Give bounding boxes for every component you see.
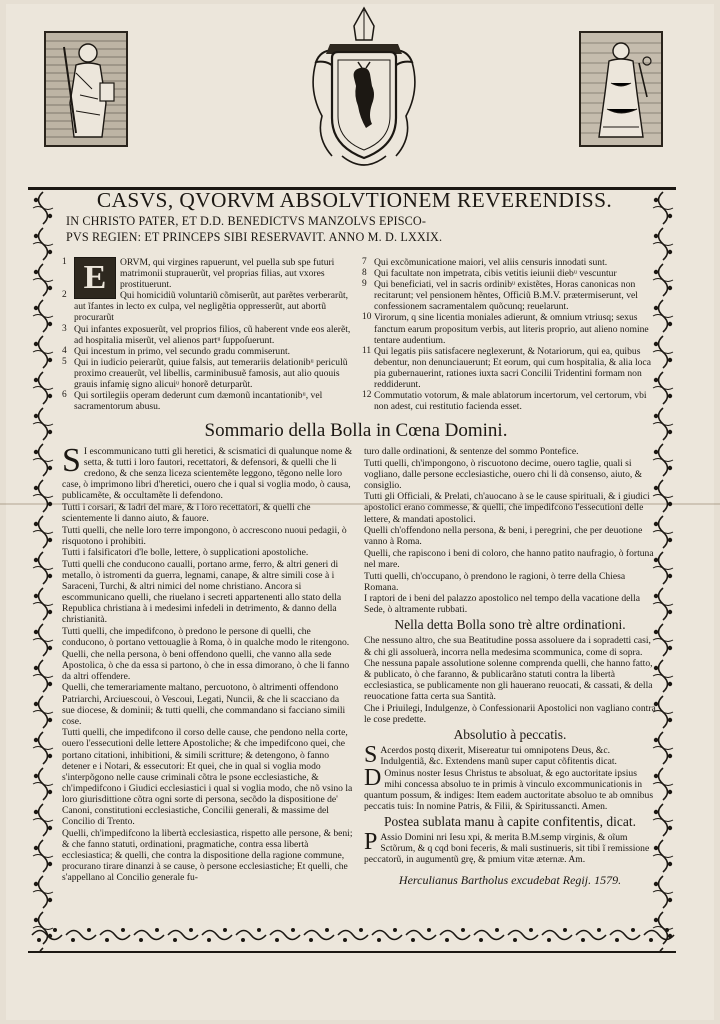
canon-item (362, 257, 654, 268)
canon-text: ORVM, qui virgines rapuerunt, vel puella sub spe futuri matrimonii stuprauerũt, vel proprias filias, aut vxores prostituerunt. (120, 257, 335, 291)
canon-number: 4 (62, 345, 67, 356)
absolutio-paragraph (364, 764, 656, 813)
canon-number: 12 (362, 390, 372, 401)
canons-right-column (362, 257, 654, 412)
saint-left-woodcut (44, 31, 128, 147)
summary-paragraph: Tutti quelli, ch'impongono, ò riscuotono decime, ouero taglie, quali si vogliano, dalle persone ecclesiastiche, ouero chi li dà consenso, aiuto, & consiglio. (364, 457, 643, 491)
canon-text: Qui facultate non impetrata, cibis vetitis ieiunii diebᵘ vescuntur (374, 268, 617, 280)
canons-left-column (62, 257, 352, 412)
absolutio-paragraph (364, 742, 656, 769)
canon-number: 7 (362, 257, 367, 267)
canon-item (362, 279, 654, 312)
bottom-rule (28, 951, 676, 953)
canon-text: Qui in iudicio peierarũt, quiue falsis, aut temerariis delationibᵘ periculũ proximo creauerũt, vel libellis, carminibusuẽ famosis, aut alio quouis grauis infamię signo alicuiᵘ honorẽ deturparũt. (74, 356, 348, 391)
postea-paragraph (364, 829, 656, 866)
summary-left-column (62, 442, 354, 884)
canon-item (62, 324, 352, 346)
summary-paragraph: Tutti i falsificatori d'le bolle, lettere, ò supplicationi apostoliche. (62, 547, 309, 559)
canon-text: Commutatio votorum, & male ablatorum incertorum, vel certorum, vbi non adest, cui restitutio facienda esset. (374, 390, 647, 413)
summary-right-column (364, 446, 656, 888)
canon-number: 6 (62, 390, 67, 401)
summary-text: I escommunicano tutti gli heretici, & scismatici di qualunque nome & setta, & tutti i loro fautori, recettatori, & defensori, & quelli che li credono, & che senza liceza scientemẽte leggono, tẽgono nelle loro case, ò imprimono libri d'heretici, ouero che i qual si voglia modo, ò causa, publicamẽte, & occultamẽte li defendono. (62, 446, 353, 502)
canon-text: Qui homicidiũ voluntariũ cõmiserũt, aut parẽtes verberarũt, aut ĩfantes in lecto ex culpa, vel negligẽtia oppresserũt, aut abortũ procurarũt (74, 290, 349, 324)
summary-paragraph (62, 442, 354, 502)
canon-item (362, 346, 654, 390)
canon-number: 2 (62, 290, 67, 301)
canon-number: 5 (62, 356, 67, 367)
summary-paragraph: Tutti quelli, ch'occupano, ò prendono le ragioni, ò terre della Chiesa Romana. (364, 570, 626, 593)
summary-paragraph: Quelli, che temerariamente maltano, percuotono, ò altrimenti offendono Patriarchi, Arciuescoui, ò Vescoui, Legati, Nuncii, & che li scacciano da sue diocese, & dominii; & tutti quelli, che commandano si facciano simili cose. (62, 682, 346, 727)
ornament-border-left (30, 190, 56, 952)
dropcap-initial: E (74, 257, 116, 299)
riserve-paragraph: Che i Priuilegi, Indulgenze, ò Confessionarii Apostolici non vagliano contra le cose predette. (364, 702, 656, 726)
summary-paragraph: turo dalle ordinationi, & sentenze del sommo Pontefice. (364, 446, 579, 457)
summary-paragraph: I raptori de i beni del palazzo apostolico nel tempo della vacatione della Sede, ò altramente rubbati. (364, 593, 640, 616)
canon-number: 8 (362, 268, 367, 279)
canon-text: Qui legatis piis satisfacere neglexerunt, & Notariorum, qui ea, quibus debentur, non denunciauerunt; Et eorum, qui cum hospitalia, & alia loca pia gubernauerint, rationes iuxta sacri Concilii Tridentini formam non reddiderunt. (374, 345, 651, 391)
postea-heading: Postea sublata manu à capite confitentis, dicat. (384, 814, 636, 830)
episcopal-crest (302, 6, 426, 174)
document-subtitle (66, 213, 646, 245)
summary-paragraph: Tutti quelli, che impedifcono, ò predono le persone di quelli, che conducono, ò portano vettouaglie à Roma, ò in qualche modo le ritengono. (62, 626, 350, 649)
saint-right-woodcut (579, 31, 663, 147)
summary-paragraph: Tutti quelli, che impedifcono il corso delle cause, che pendono nella corte, ouero l'essecutioni delle lettere Apostoliche; & che impedifcono quei, che portano citationi, inhibitioni, & simili scritture; & detengono, ò fanno detener e i Notari, & essecutori: Et quei, che in qual si voglia modo s'interpõgono nelle cause criminali cõtra le psone ecclesiastiche, & ch'impedifcono i Giudici ecclesiastici i qual si voglia modo, che nõ vsino la loro giurisdittione cõtra ogni sorte di persona, secõdo la dispositione de' Canoni, constitutioni ecclesiastiche, Concilii generali, & massime del Concilio di Trento. (62, 727, 353, 828)
canon-number: 10 (362, 312, 372, 323)
summary-paragraph: Quelli ch'offendono nella persona, & beni, i peregrini, che per deuotione vanno à Roma. (364, 525, 643, 548)
summary-paragraph: Tutti quelli che conducono caualli, portano arme, ferro, & altri generi di metallo, ò istromenti da guerra, legnami, canape, & altre simili cose à i Saraceni, Turchi, & altri nimici del nome christiano. Ancora si escommunicano quelli, che riuelano i secreti appartenenti allo stato della Republica christiana à i medesimi infedeli in detrimento, & danno della christianità. (62, 558, 342, 626)
canon-item (362, 268, 654, 279)
subtitle-line-2: PVS REGIEN: ET PRINCEPS SIBI RESERVAVIT. ANNO M. D. LXXIX. (66, 230, 443, 244)
canon-item (62, 346, 352, 357)
canon-text: Qui infantes exposuerũt, vel proprios filios, cũ haberent vnde eos alerẽt, ad hospitalia miserũt, vel alienos partᵘ ſuppoſuerunt. (74, 323, 351, 346)
summary-paragraph: Tutti quelli, che nelle loro terre impongono, ò accrescono nuoui pedagii, ò risquotono i prohibiti. (62, 524, 347, 547)
canon-number: 1 (62, 257, 67, 267)
printer-imprint: Herculianus Bartholus excudebat Regij. 1579. (398, 872, 622, 887)
canon-text: Qui sortilegiis operam dederunt cum dæmonũ incantationibᵘ, vel sacramentorum abusu. (74, 390, 323, 413)
riserve-heading: Nella detta Bolla sono trè altre ordinationi. (394, 617, 626, 633)
canon-item (62, 290, 352, 323)
canon-number: 9 (362, 279, 367, 290)
canon-number: 11 (362, 345, 372, 356)
riserve-paragraph: Che nessuna papale assolutione solenne comprenda quelli, che hanno fatto, & publicato, ò che faranno, & publicarãno statuti contra la libertà ecclesiastica, se publicamente non gli hauerano reuocati, & cassati, & della reuocatione fatta certa sua Santità. (364, 658, 653, 703)
absolutio-text: Acerdos postq dixerit, Misereatur tui omnipotens Deus, &c. Indulgentiã, &c. Extendens manũ super caput cõfitentis dicat. (380, 745, 617, 768)
initial-s: S (364, 742, 378, 769)
summary-paragraph: Quelli, che rapiscono i beni di coloro, che hanno patito naufragio, ò fortuna nel mare. (364, 547, 654, 570)
canon-number: 3 (62, 323, 67, 334)
absolutio-heading: Absolutio à peccatis. (453, 727, 567, 743)
canon-item (62, 390, 352, 412)
canon-item (62, 257, 352, 296)
canon-item (362, 312, 654, 345)
summary-paragraph: Tutti gli Officiali, & Prelati, ch'auocano à se le cause spirituali, & i giudici apostolici erano commesse, & quelli, che impedifcono l'essecutioni delle lettere, & mandati apostolici. (364, 491, 650, 525)
initial-s: S (62, 442, 81, 479)
bolla-heading: Sommario della Bolla in Cœna Domini. (204, 420, 508, 441)
canon-item (362, 390, 654, 412)
absolutio-text: Ominus noster Iesus Christus te absoluat, & ego auctoritate ipsius mihi concessa absoluo te in primis à vinculo excommunicationis in quantum possum, & indiges: Item eadem auctoritate absoluo te ab omnibus peccatis tuis: In nomine Patris, & Filii, & Spiritussancti. Amen. (364, 767, 654, 813)
canon-text: Qui incestum in primo, vel secundo gradu commiserunt. (74, 345, 291, 357)
summary-paragraph: Tutti i corsari, & ladri del mare, & i loro recettatori, & quelli che scientemente li danno aiuto, & fauore. (62, 501, 311, 525)
canon-text: Qui beneficiati, vel in sacris ordinibᵘ existẽtes, Horas canonicas non recitarunt; vel pensionem hẽntes, Officiũ B.M.V. prætermiserunt, vel confessionem sacramentalem quõcunq; reuelarunt. (374, 279, 638, 313)
canon-text: Qui excõmunicatione maiori, vel aliis censuris innodati sunt. (374, 257, 608, 268)
ornament-border-bottom (30, 924, 676, 946)
canon-item (62, 357, 352, 390)
canon-text: Virorum, q sine licentia moniales adierunt, & omnium vtriusq; sexus fanctum earum propositum verbis, aut literis proprio, aut alieno nomine tentare audentium. (374, 312, 649, 346)
subtitle-line-1: IN CHRISTO PATER, ET D.D. BENEDICTVS MANZOLVS EPISCO- (66, 214, 427, 228)
summary-paragraph: Quelli, che nella persona, ò beni offendono quelli, che vanno alla sede Apostolica, ò che da essa si partono, ò che in essa dimorano, ò che li fanno da altri offendere. (62, 648, 350, 682)
riserve-paragraph: Che nessuno altro, che sua Beatitudine possa assoluere da i sopradetti casi, & chi gli assoluerà, incorra nella medesima scommunica, come di sopra. (364, 635, 651, 658)
initial-d: D (364, 764, 382, 791)
summary-paragraph: Quelli, ch'impedifcono la libertà ecclesiastica, rispetto alle persone, & beni; & che fanno statuti, ordinationi, pragmatiche, contra essa libertà ecclesiastica; & quelli, che contra la dispositione della ragione commune, procurano tirare dinanzi à se cause, ò persone ecclesiastiche; Et quelli, che s'appellano al Concilio generale fu- (62, 827, 353, 884)
initial-p: P (364, 829, 378, 856)
document-title: CASVS, QVORVM ABSOLVTIONEM REVERENDISS. (96, 188, 613, 212)
postea-text: Assio Domini nri Iesu xpi, & merita B.M.semp virginis, & oĩum Sctõrum, & q cqd boni feceris, & mali sustinueris, sit tibi ĩ remissione peccatorũ, in augumentũ grę, & pmium vitæ æternæ. Am. (364, 832, 650, 866)
